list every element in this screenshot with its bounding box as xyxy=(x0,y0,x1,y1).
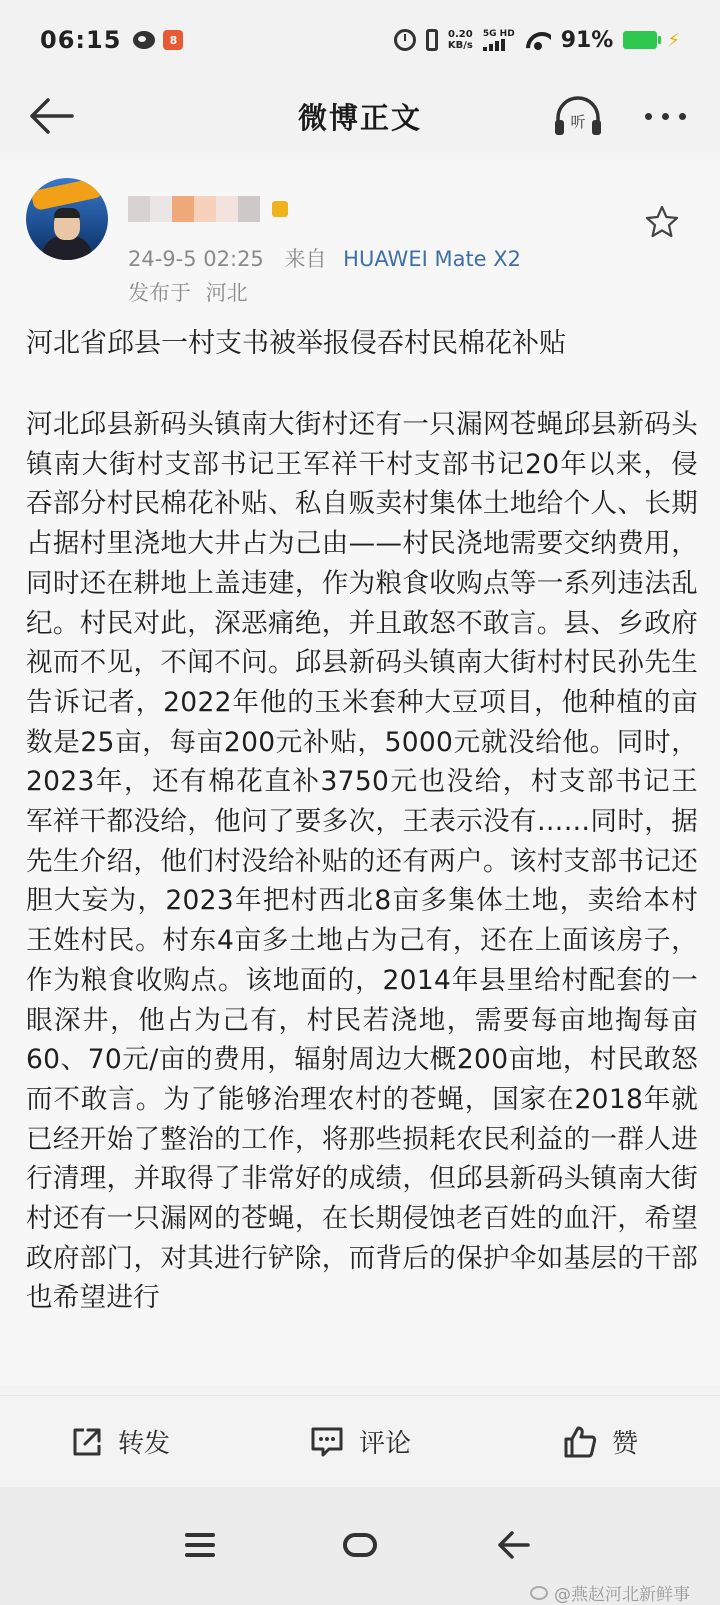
post-time: 24-9-5 02:25 xyxy=(128,247,264,271)
recent-apps-button[interactable] xyxy=(170,1517,230,1573)
system-back-button[interactable] xyxy=(484,1517,544,1573)
more-dot-icon xyxy=(662,113,669,120)
like-button[interactable] xyxy=(480,1396,720,1487)
share-icon xyxy=(70,1425,104,1459)
network-speed-value: 0.20 xyxy=(448,29,473,40)
name-mosaic xyxy=(128,196,260,222)
location-value: 河北 xyxy=(205,281,248,305)
thumbs-up-icon xyxy=(562,1425,598,1459)
top-navigation xyxy=(0,80,720,152)
menu-line-icon xyxy=(185,1543,215,1547)
arrow-left-icon xyxy=(26,96,74,136)
status-left-icons xyxy=(133,30,183,50)
menu-line-icon xyxy=(185,1553,215,1557)
network-speed xyxy=(448,29,473,51)
author-name-blurred[interactable] xyxy=(128,196,288,222)
more-dot-icon xyxy=(679,113,686,120)
charging-icon: ⚡ xyxy=(667,29,680,51)
comment-button[interactable] xyxy=(240,1396,480,1487)
battery-percent: 91% xyxy=(560,27,614,53)
vibrate-icon xyxy=(426,29,438,51)
back-arrow-icon xyxy=(494,1528,534,1562)
weibo-logo-icon xyxy=(530,1586,548,1600)
listen-button[interactable] xyxy=(550,88,606,144)
weibo-post xyxy=(0,160,720,1385)
post-meta xyxy=(128,243,521,273)
post-location xyxy=(128,277,248,307)
back-button[interactable] xyxy=(20,86,80,146)
post-action-bar xyxy=(0,1395,720,1487)
wifi-icon xyxy=(525,30,551,50)
location-prefix: 发布于 xyxy=(128,281,191,305)
post-device[interactable]: HUAWEI Mate X2 xyxy=(343,247,522,271)
watermark-text: @燕赵河北新鲜事 xyxy=(554,1585,690,1605)
signal-label: 5G HD xyxy=(482,29,515,39)
signal-bars xyxy=(483,39,505,51)
post-headline: 河北省邱县一村支书被举报侵吞村民棉花补贴 xyxy=(26,328,566,359)
status-right xyxy=(394,28,680,53)
alarm-icon xyxy=(394,29,416,51)
menu-line-icon xyxy=(185,1533,215,1537)
listen-label: 听 xyxy=(570,113,586,131)
network-speed-unit: KB/s xyxy=(447,40,473,51)
weibo-notification-icon xyxy=(133,31,155,49)
comment-icon xyxy=(309,1425,345,1459)
battery-icon xyxy=(623,31,657,49)
author-avatar[interactable] xyxy=(26,178,108,260)
post-source-prefix: 来自 xyxy=(284,247,327,271)
cellular-signal-icon xyxy=(483,29,515,51)
star-outline-icon xyxy=(644,204,680,240)
repost-button[interactable] xyxy=(0,1396,240,1487)
like-label: 赞 xyxy=(611,1429,638,1459)
repost-label: 转发 xyxy=(117,1429,170,1459)
comment-label: 评论 xyxy=(358,1429,411,1459)
app-notification-icon: 8 xyxy=(163,30,183,50)
more-options-button[interactable] xyxy=(632,88,698,144)
status-time: 06:15 xyxy=(40,26,122,54)
favorite-button[interactable] xyxy=(640,200,684,244)
page-title: 微博正文 xyxy=(297,100,422,135)
member-badge-icon xyxy=(272,201,288,217)
post-body: 河北邱县新码头镇南大街村还有一只漏网苍蝇邱县新码头镇南大街村支部书记王军祥干村支部书记20年以来，侵吞部分村民棉花补贴、私自贩卖村集体土地给个人、长期占据村里浇地大井占为己由——村民浇地需要交纳费用，同时还在耕地上盖违建，作为粮食收购点等一系列违法乱纪。村民对此，深恶痛绝，并且敢怒不敢言。县、乡政府视而不见，不闻不问。邱县新码头镇南大街村村民孙先生告诉记者，2022年他的玉米套种大豆项目，他种植的亩数是25亩，每亩200元补贴，5000元就没给他。同时，2023年，还有棉花直补3750元也没给，村支部书记王军祥干都没给，他问了要多次，王表示没有……同时，据先生介绍，他们村没给补贴的还有两户。该村支部书记还胆大妄为，2023年把村西北8亩多集体土地，卖给本村王姓村民。村东4亩多土地占为己有，还在上面该房子，作为粮食收购点。该地面的，2014年县里给村配套的一眼深井，他占为己有，村民若浇地，需要每亩地掏每亩60、70元/亩的费用，辐射周边大概200亩地，村民敢怒而不敢言。为了能够治理农村的苍蝇，国家在2018年就已经开始了整治的工作，将那些损耗农民利益的一群人进行清理，并取得了非常好的成绩，但邱县新码头镇南大街村还有一只漏网的苍蝇，在长期侵蚀老百姓的血汗，希望政府部门，对其进行铲除，而背后的保护伞如基层的干部也希望进行 xyxy=(26,409,698,1314)
more-dot-icon xyxy=(645,113,652,120)
home-pill-icon xyxy=(343,1533,377,1557)
home-button[interactable] xyxy=(330,1517,390,1573)
watermark xyxy=(530,1580,690,1605)
status-bar xyxy=(0,0,720,80)
headphones-icon xyxy=(552,94,604,138)
